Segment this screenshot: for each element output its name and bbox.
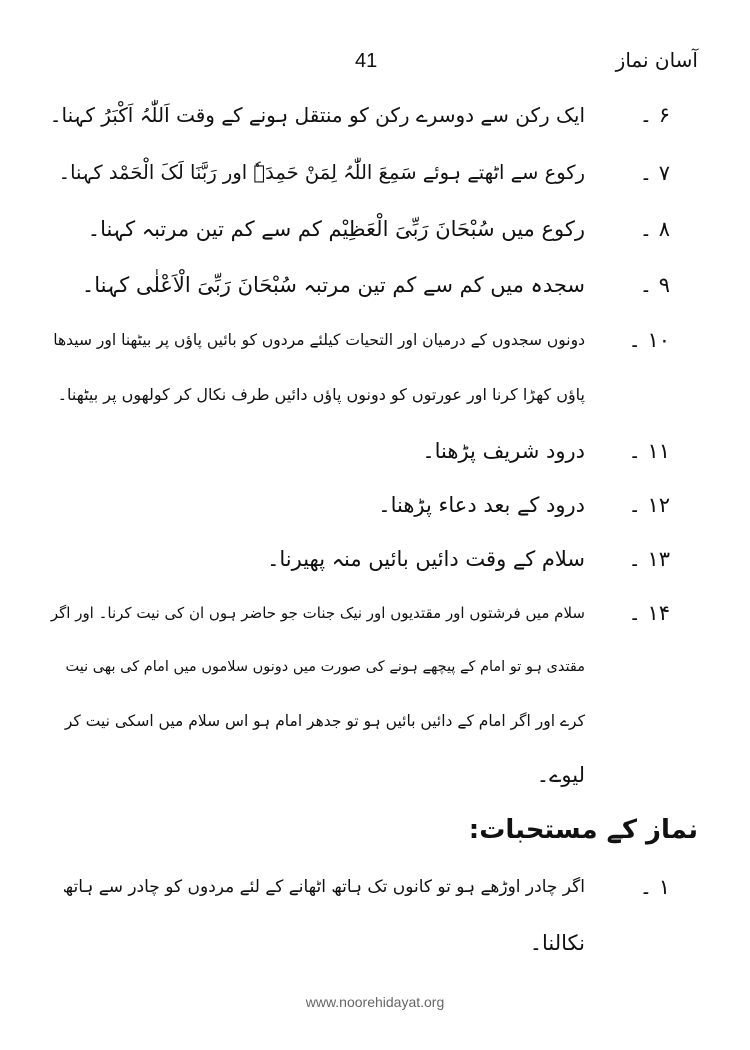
item-line: سلام میں فرشتوں اور مقتدیوں اور نیک جنات جو حاضر ہوں ان کی نیت کرنا۔ اور اگر bbox=[50, 604, 585, 622]
item-line: کرے اور اگر امام کے دائیں بائیں ہو تو جدھر امام ہو اس سلام میں اسکی نیت کر bbox=[64, 712, 585, 730]
item-number: ۱۰ ۔ bbox=[628, 328, 670, 352]
item-number: ۱۴ ۔ bbox=[628, 601, 670, 625]
item-line: مقتدی ہو تو امام کے پیچھے ہونے کی صورت میں دونوں سلاموں میں امام کی بھی نیت bbox=[65, 659, 585, 675]
item-line: لیوے۔ bbox=[536, 763, 585, 787]
book-title: آسان نماز bbox=[615, 48, 698, 72]
item-line: درود شریف پڑھنا۔ bbox=[422, 439, 585, 463]
item-line: ایک رکن سے دوسرے رکن کو منتقل ہونے کے وقت اَللّٰہُ اَکْبَرُ کہنا۔ bbox=[49, 103, 585, 127]
item-number: ۸ ۔ bbox=[639, 217, 670, 241]
item-number: ۱ ۔ bbox=[639, 875, 670, 899]
item-number: ۶ ۔ bbox=[639, 103, 670, 127]
footer-website: www.noorehidayat.org bbox=[305, 994, 445, 1010]
item-number: ۷ ۔ bbox=[639, 161, 670, 185]
item-line: نکالنا۔ bbox=[529, 931, 585, 955]
item-line: پاؤں کھڑا کرنا اور عورتوں کو دونوں پاؤں دائیں طرف نکال کر کولھوں پر بیٹھنا۔ bbox=[57, 385, 585, 404]
item-line: سجدہ میں کم سے کم تین مرتبہ سُبْحَانَ رَبِّیَ الْاَعْلٰی کہنا۔ bbox=[81, 273, 585, 297]
item-line: رکوع سے اٹھتے ہوئے سَمِعَ اللّٰہُ لِمَنْ حَمِدَہٗ اور رَبَّنَا لَکَ الْحَمْد کہنا۔ bbox=[58, 161, 585, 184]
item-line: رکوع میں سُبْحَانَ رَبِّیَ الْعَظِیْم کم سے کم تین مرتبہ کہنا۔ bbox=[87, 217, 585, 241]
item-number: ۱۲ ۔ bbox=[628, 493, 670, 517]
section-heading: نماز کے مستحبات: bbox=[468, 815, 698, 845]
page-number: 41 bbox=[355, 50, 378, 72]
item-number: ۱۳ ۔ bbox=[628, 547, 670, 571]
item-line: اگر چادر اوڑھے ہو تو کانوں تک ہاتھ اٹھانے کے لئے مردوں کو چادر سے ہاتھ bbox=[62, 877, 585, 897]
item-line: سلام کے وقت دائیں بائیں منہ پھیرنا۔ bbox=[267, 547, 585, 571]
item-number: ۱۱ ۔ bbox=[628, 439, 670, 463]
item-number: ۹ ۔ bbox=[639, 273, 670, 297]
item-line: درود کے بعد دعاء پڑھنا۔ bbox=[378, 493, 585, 517]
item-line: دونوں سجدوں کے درمیان اور التحیات کیلئے مردوں کو بائیں پاؤں پر بیٹھنا اور سیدھا bbox=[53, 331, 585, 349]
